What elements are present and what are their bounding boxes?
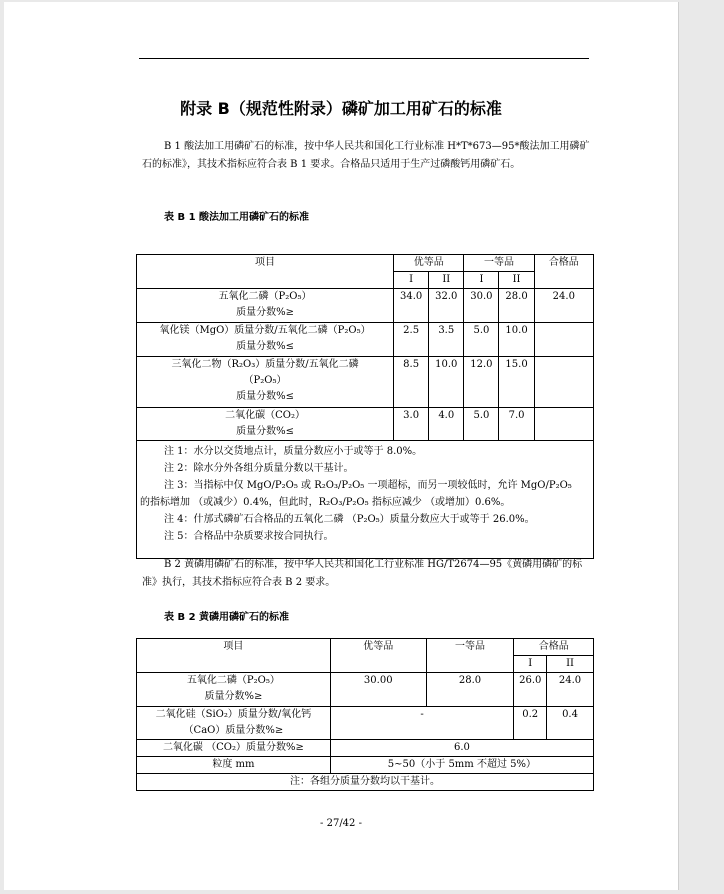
t2-row-label: 粒度 mm xyxy=(137,757,331,774)
t1-r2-name: 氧化镁（MgO）质量分数/五氧化二磷（P₂O₅） xyxy=(159,325,371,336)
t2-header-qualified: 合格品 xyxy=(514,639,594,656)
t1-note-3b: 的指标增加 （或减少）0.4%，但此时，R₂O₃/P₂O₅ 指标应减少 （或增加）0.6%。 xyxy=(140,497,511,508)
t1-r3-name2: （P₂O₅） xyxy=(243,375,287,386)
table-b2-caption: 表 B 2 黄磷用磷矿石的标准 xyxy=(164,612,290,623)
table-b2 xyxy=(136,638,594,791)
t1-header-first-2: II xyxy=(499,272,534,289)
t1-cell: 32.0 xyxy=(429,289,464,323)
t2-cell-merged: 6.0 xyxy=(330,740,593,757)
t1-header-item: 项目 xyxy=(137,255,394,289)
t1-cell xyxy=(534,408,593,441)
table-row xyxy=(137,357,594,408)
t2-cell-merged: - xyxy=(330,707,514,740)
t1-header-qualified: 合格品 xyxy=(534,255,593,289)
t1-cell: 24.0 xyxy=(534,289,593,323)
t1-r2-name2: 质量分数%≤ xyxy=(236,341,294,352)
t1-header-excellent-1: I xyxy=(394,272,429,289)
t1-cell: 5.0 xyxy=(464,408,499,441)
t2-row-label xyxy=(137,707,331,740)
t1-row-label xyxy=(137,408,394,441)
t2-header-item: 项目 xyxy=(137,639,331,673)
t1-cell: 15.0 xyxy=(499,357,534,408)
t2-header-first: 一等品 xyxy=(426,639,514,673)
t2-cell: 28.0 xyxy=(426,673,514,707)
t1-cell xyxy=(534,323,593,357)
t1-r4-name: 二氧化碳（CO₂） xyxy=(225,410,305,421)
header-rule xyxy=(139,58,589,59)
t2-r2-name2: （CaO）质量分数%≥ xyxy=(183,725,284,736)
table-notes-row xyxy=(137,774,594,791)
table-row xyxy=(137,289,594,323)
t1-row-label xyxy=(137,323,394,357)
t2-r1-name2: 质量分数%≥ xyxy=(204,691,263,702)
table-b1-caption: 表 B 1 酸法加工用磷矿石的标准 xyxy=(164,212,310,223)
paragraph-b1: B 1 酸法加工用磷矿石的标准，按中华人民共和国化工行业标准 H*T*673—95*酸法加工用磷矿石的标准》，其技术指标应符合表 B 1 要求。合格品只适用于生产过磷酸钙用磷矿石。 xyxy=(142,141,590,170)
t1-row-label xyxy=(137,289,394,323)
t1-cell: 8.5 xyxy=(394,357,429,408)
t2-row-label xyxy=(137,673,331,707)
table-b1 xyxy=(136,254,594,559)
t1-header-first-1: I xyxy=(464,272,499,289)
t1-row-label xyxy=(137,357,394,408)
t2-cell: 24.0 xyxy=(547,673,594,707)
t1-header-excellent: 优等品 xyxy=(394,255,464,272)
t1-note-4: 注 4：什邡式磷矿石合格品的五氧化二磷 （P₂O₅）质量分数应大于或等于 26.0%。 xyxy=(164,514,535,525)
table-row xyxy=(137,740,594,757)
t2-cell: 26.0 xyxy=(514,673,547,707)
t2-cell-merged: 5~50（小于 5mm 不超过 5%） xyxy=(330,757,593,774)
t2-header-qualified-1: I xyxy=(514,656,547,673)
t1-cell: 30.0 xyxy=(464,289,499,323)
t1-cell: 10.0 xyxy=(429,357,464,408)
t1-note-5: 注 5：合格品中杂质要求按合同执行。 xyxy=(164,531,334,542)
t2-row-label: 二氧化碳 （CO₂）质量分数%≥ xyxy=(137,740,331,757)
t1-notes xyxy=(137,441,594,559)
table-row xyxy=(137,707,594,740)
t1-r1-name2: 质量分数%≥ xyxy=(236,307,294,318)
t1-note-3: 注 3：当指标中仅 MgO/P₂O₅ 或 R₂O₃/P₂O₅ 一项超标，而另一项较低时，允许 MgO/P₂O₅ xyxy=(164,480,572,491)
t2-r2-name: 二氧化硅（SiO₂）质量分数/氧化钙 xyxy=(155,709,312,720)
t1-cell: 2.5 xyxy=(394,323,429,357)
t1-r4-name2: 质量分数%≤ xyxy=(236,426,294,437)
t1-header-excellent-2: II xyxy=(429,272,464,289)
t1-cell xyxy=(534,357,593,408)
t1-cell: 4.0 xyxy=(429,408,464,441)
page-title: 附录 B（规范性附录）磷矿加工用矿石的标准 xyxy=(180,99,502,118)
table-row xyxy=(137,757,594,774)
t1-cell: 12.0 xyxy=(464,357,499,408)
document-page xyxy=(4,2,679,890)
t1-header-first: 一等品 xyxy=(464,255,534,272)
t1-cell: 28.0 xyxy=(499,289,534,323)
t2-cell: 0.4 xyxy=(547,707,594,740)
t1-cell: 10.0 xyxy=(499,323,534,357)
t1-cell: 34.0 xyxy=(394,289,429,323)
t1-cell: 7.0 xyxy=(499,408,534,441)
t2-header-excellent: 优等品 xyxy=(330,639,426,673)
t2-r1-name: 五氧化二磷（P₂O₅） xyxy=(186,675,280,686)
t1-cell: 3.0 xyxy=(394,408,429,441)
table-row xyxy=(137,673,594,707)
table-row xyxy=(137,323,594,357)
t1-cell: 5.0 xyxy=(464,323,499,357)
t1-cell: 3.5 xyxy=(429,323,464,357)
t1-note-1: 注 1：水分以交货地点计，质量分数应小于或等于 8.0%。 xyxy=(164,446,423,457)
page-number: - 27/42 - xyxy=(320,818,362,829)
t1-r1-name: 五氧化二磷（P₂O₅） xyxy=(218,291,312,302)
t2-header-qualified-2: II xyxy=(547,656,594,673)
t1-r3-name3: 质量分数%≤ xyxy=(236,391,294,402)
t2-note: 注：各组分质量分数均以干基计。 xyxy=(137,774,594,791)
t2-cell: 30.00 xyxy=(330,673,426,707)
t2-cell: 0.2 xyxy=(514,707,547,740)
table-row xyxy=(137,408,594,441)
t1-note-2: 注 2：除水分外各组分质量分数以干基计。 xyxy=(164,463,354,474)
paragraph-b2: B 2 黄磷用磷矿石的标准，按中华人民共和国化工行业标准 HG/T2674—95《黄磷用磷矿的标准》执行，其技术指标应符合表 B 2 要求。 xyxy=(142,559,583,588)
table-notes-row xyxy=(137,441,594,559)
t1-r3-name: 三氧化二物（R₂O₃）质量分数/五氧化二磷 xyxy=(171,359,359,370)
